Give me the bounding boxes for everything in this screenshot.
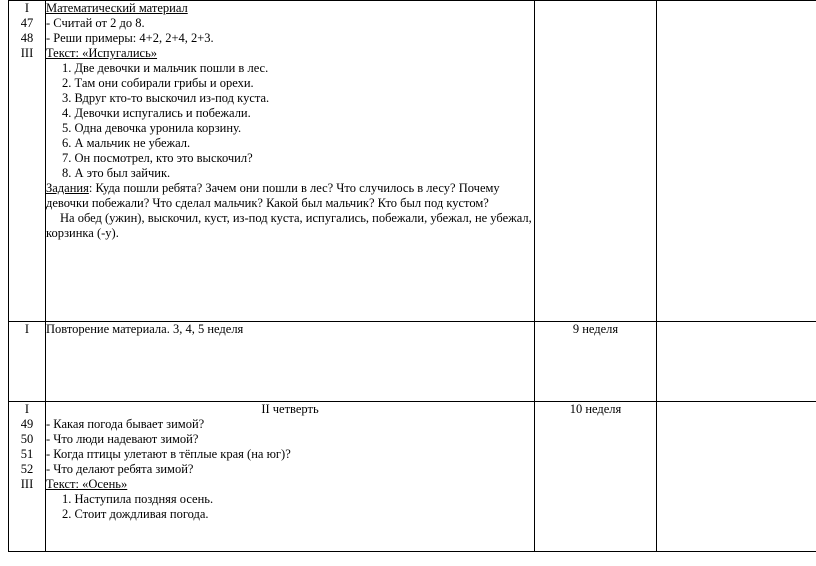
sentence-item: 6. А мальчик не убежал. <box>62 136 191 150</box>
sentence-item: 1. Две девочки и мальчик пошли в лес. <box>62 61 269 75</box>
table-row <box>9 322 816 402</box>
table-row <box>9 1 816 322</box>
lesson-number: I <box>24 1 30 15</box>
review-text: Повторение материала. 3, 4, 5 неделя <box>46 322 244 336</box>
lesson-number: 50 <box>20 432 34 446</box>
table-row <box>9 402 816 552</box>
lesson-content-cell <box>46 322 535 402</box>
vocabulary-paragraph: На обед (ужин), выскочил, куст, из-под куста, испугались, побежали, убежал, не убежал, корзинка (-у). <box>46 211 532 240</box>
lesson-number: I <box>24 402 30 416</box>
question-line: - Какая погода бывает зимой? <box>46 417 205 431</box>
lesson-numbers-cell <box>9 402 46 552</box>
notes-cell <box>657 402 816 552</box>
notes-cell <box>657 322 816 402</box>
lesson-number: 51 <box>20 447 34 461</box>
text-title: Текст: «Испугались» <box>46 46 158 60</box>
lesson-content-cell <box>46 1 535 322</box>
sentence-item: 1. Наступила поздняя осень. <box>62 492 214 506</box>
lesson-number: I <box>24 322 30 336</box>
notes-cell <box>657 1 816 322</box>
sentence-item: 2. Там они собирали грибы и орехи. <box>62 76 254 90</box>
section-heading: Математический материал <box>46 1 188 15</box>
week-label: 10 неделя <box>569 402 622 416</box>
week-cell <box>535 402 657 552</box>
lesson-number: 47 <box>20 16 34 30</box>
task-line: - Считай от 2 до 8. <box>46 16 145 30</box>
week-label: 9 неделя <box>572 322 619 336</box>
question-line: - Что люди надевают зимой? <box>46 432 199 446</box>
sentence-item: 4. Девочки испугались и побежали. <box>62 106 251 120</box>
sentence-item: 7. Он посмотрел, кто это выскочил? <box>62 151 253 165</box>
sentence-item: 2. Стоит дождливая погода. <box>62 507 209 521</box>
lesson-numbers-cell <box>9 322 46 402</box>
lesson-number: 49 <box>20 417 34 431</box>
assignment-paragraph <box>46 181 534 211</box>
text-title: Текст: «Осень» <box>46 477 128 491</box>
sentence-item: 3. Вдруг кто-то выскочил из-под куста. <box>62 91 270 105</box>
week-cell <box>535 1 657 322</box>
sentence-item: 8. А это был зайчик. <box>62 166 171 180</box>
assignment-text: : Куда пошли ребята? Зачем они пошли в лес? Что случилось в лесу? Почему девочки побежали? Что сделал мальчик? Какой был мальчик? Кто был под кустом? <box>46 181 500 210</box>
lesson-number: III <box>20 477 34 491</box>
lesson-number: 52 <box>20 462 34 476</box>
assignment-label: Задания <box>46 181 89 195</box>
lesson-number: 48 <box>20 31 34 45</box>
lesson-content-cell <box>46 402 535 552</box>
lesson-numbers-cell <box>9 1 46 322</box>
lesson-number: III <box>20 46 34 60</box>
question-line: - Когда птицы улетают в тёплые края (на юг)? <box>46 447 291 461</box>
question-line: - Что делают ребята зимой? <box>46 462 194 476</box>
quarter-heading: II четверть <box>261 402 319 416</box>
task-line: - Реши примеры: 4+2, 2+4, 2+3. <box>46 31 214 45</box>
sentence-item: 5. Одна девочка уронила корзину. <box>62 121 242 135</box>
week-cell <box>535 322 657 402</box>
lesson-plan-table <box>8 0 816 552</box>
